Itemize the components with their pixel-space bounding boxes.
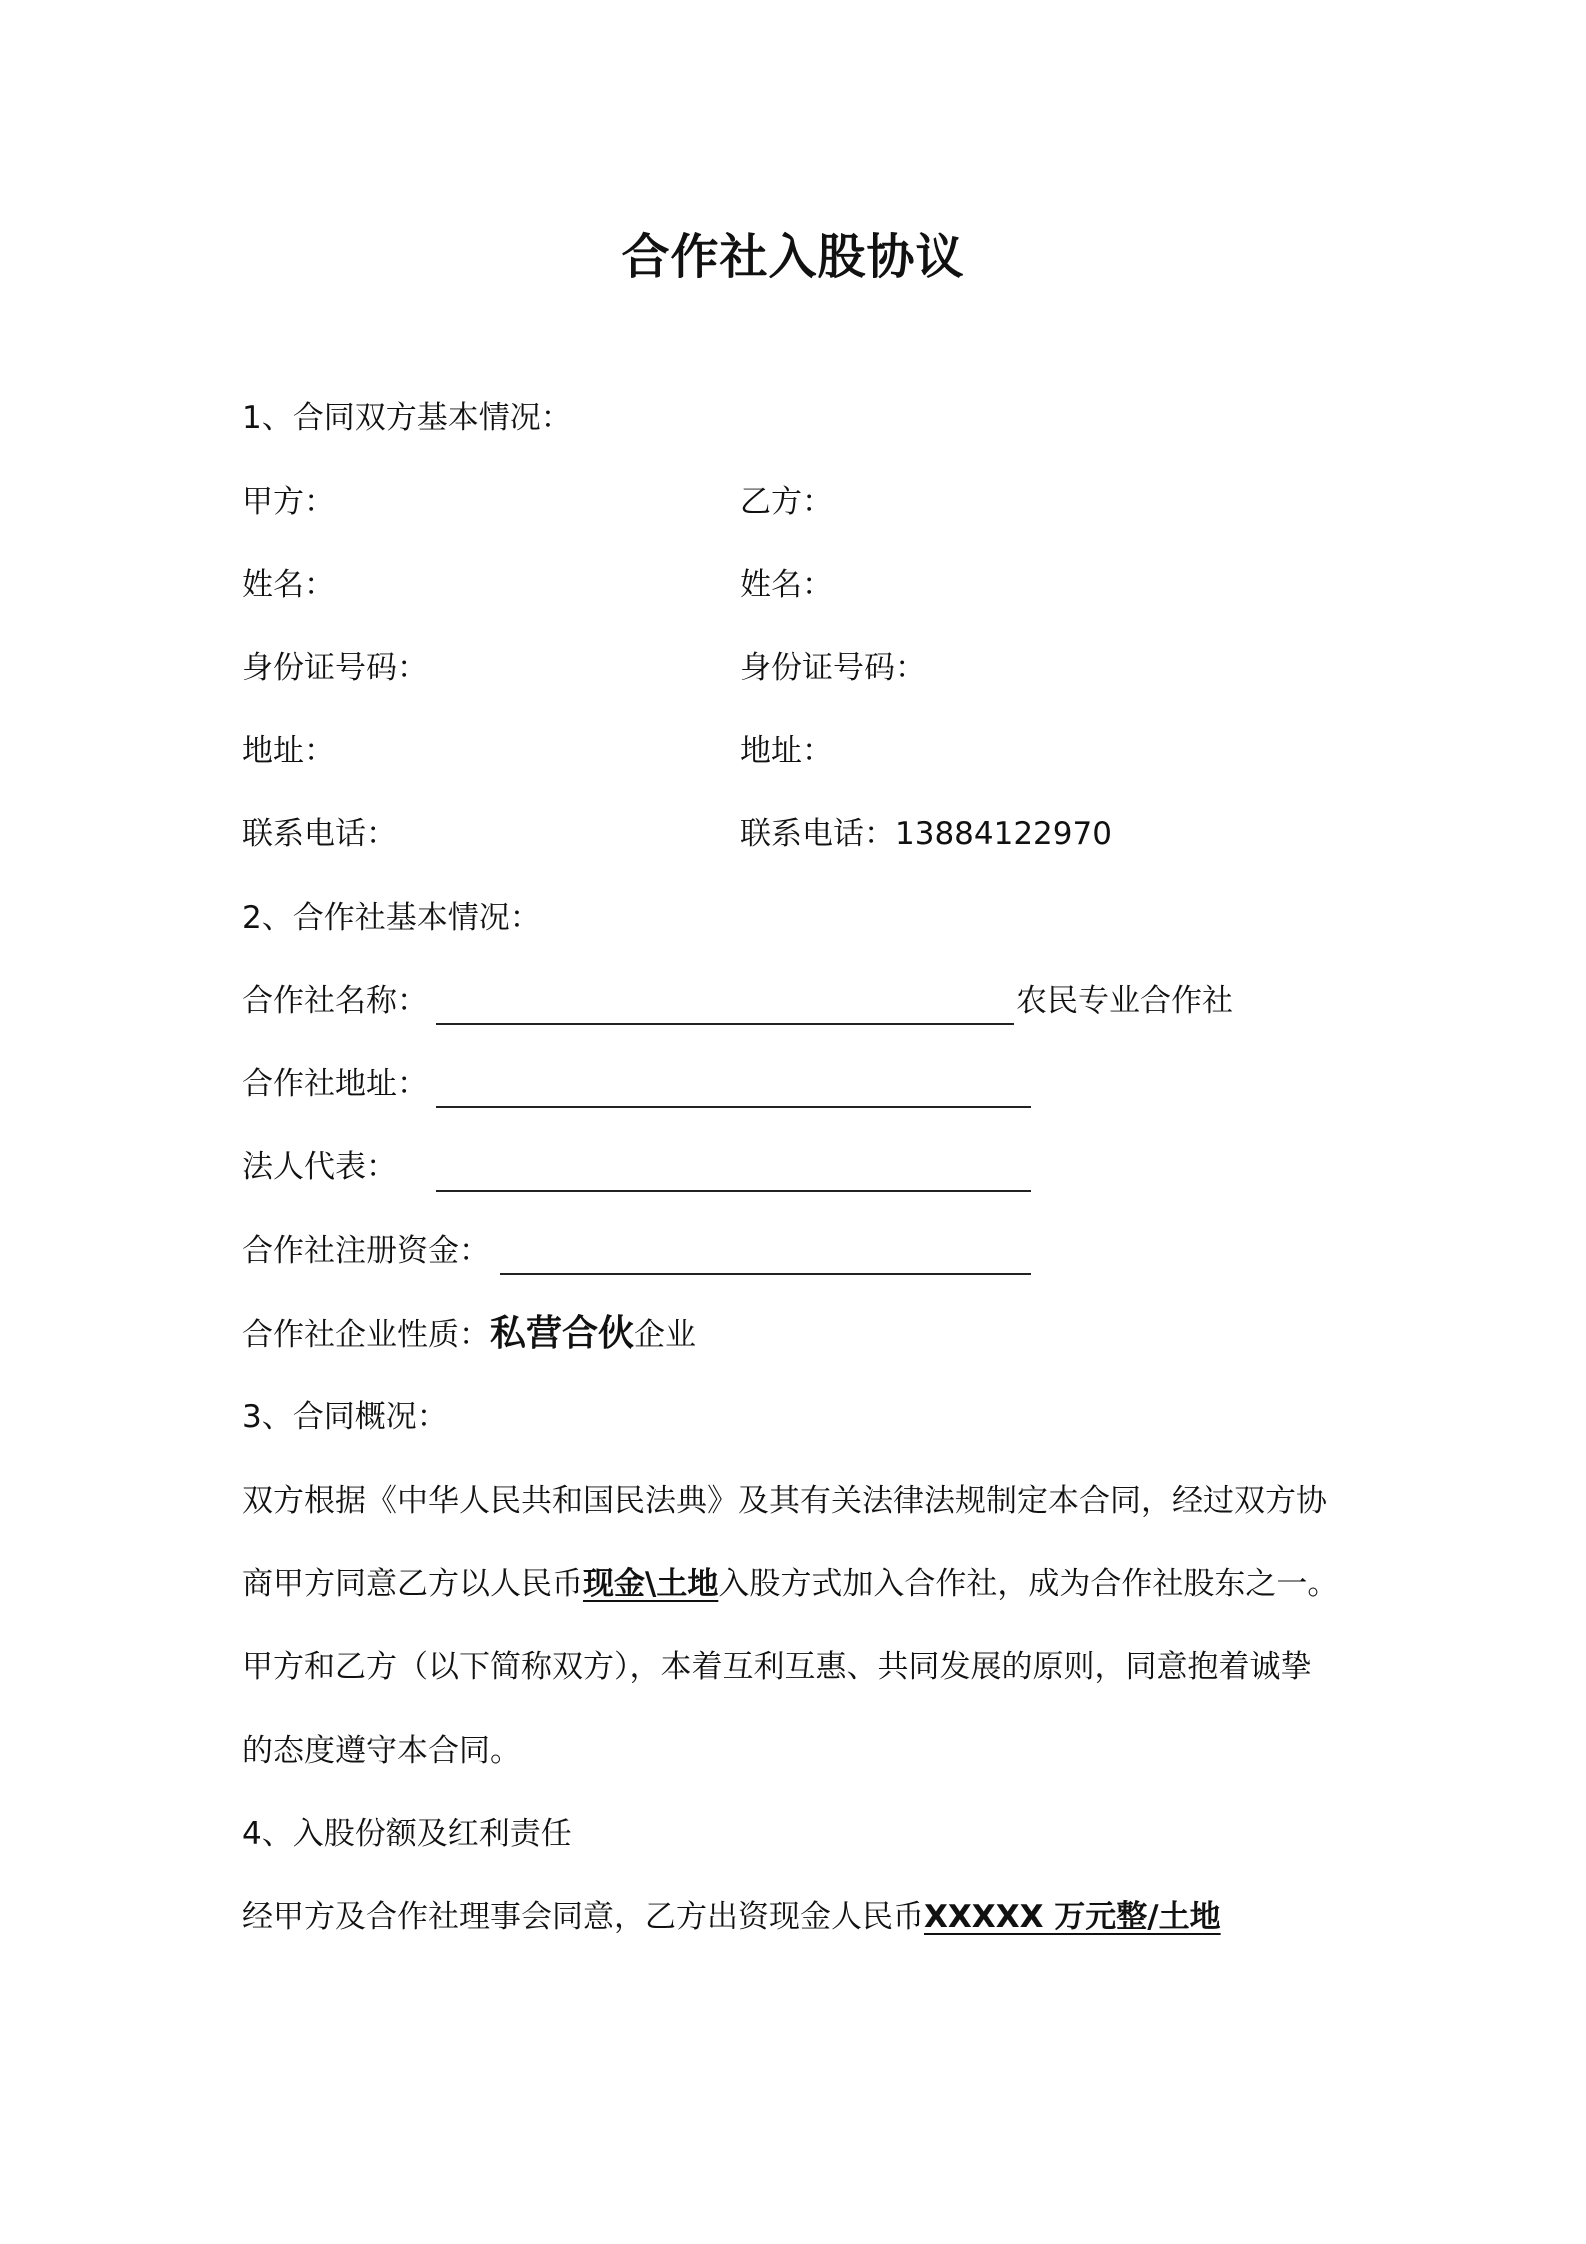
party-a-address-label: 地址：: [242, 733, 335, 769]
party-a-id-label: 身份证号码：: [242, 650, 428, 686]
coop-address-label: 合作社地址：: [242, 1066, 428, 1102]
party-b-name-label: 姓名：: [740, 567, 833, 603]
party-b-phone-value: 13884122970: [895, 816, 1112, 852]
section3-line2-post: 入股方式加入合作社，成为合作社股东之一。: [718, 1566, 1339, 1602]
party-a-name-label: 姓名：: [242, 567, 335, 603]
nature-row: [242, 1314, 696, 1355]
section3-heading: 3、合同概况：: [242, 1399, 448, 1435]
coop-name-suffix: 农民专业合作社: [1016, 983, 1233, 1019]
party-b-phone-label: 联系电话：: [740, 816, 895, 852]
section4-line1: [242, 1897, 1221, 1937]
capital-label: 合作社注册资金：: [242, 1233, 490, 1269]
investment-method: 现金\土地: [583, 1566, 719, 1602]
party-b-address-label: 地址：: [740, 733, 833, 769]
section3-line1: 双方根据《中华人民共和国民法典》及其有关法律法规制定本合同，经过双方协: [242, 1483, 1327, 1519]
section4-heading: 4、入股份额及红利责任: [242, 1816, 572, 1852]
legal-rep-blank: [436, 1190, 1031, 1192]
nature-value: 私营合伙: [490, 1313, 635, 1354]
nature-label: 合作社企业性质：: [242, 1317, 490, 1353]
nature-suffix: 企业: [634, 1317, 697, 1353]
section3-line2-pre: 商甲方同意乙方以人民币: [242, 1566, 583, 1602]
party-b-label: 乙方：: [740, 484, 833, 520]
party-b-phone-row: [740, 814, 1112, 854]
party-a-label: 甲方：: [242, 484, 335, 520]
capital-blank: [500, 1273, 1031, 1275]
section3-line3: 甲方和乙方（以下简称双方），本着互利互惠、共同发展的原则，同意抱着诚挚: [242, 1649, 1312, 1685]
document-title: 合作社入股协议: [621, 229, 965, 285]
legal-rep-label: 法人代表：: [242, 1149, 397, 1185]
coop-name-blank: [436, 1023, 1014, 1025]
section3-line4: 的态度遵守本合同。: [242, 1733, 521, 1769]
party-b-id-label: 身份证号码：: [740, 650, 926, 686]
coop-address-blank: [436, 1106, 1031, 1108]
section1-heading: 1、合同双方基本情况：: [242, 400, 572, 436]
investment-amount: XXXXX 万元整/土地: [924, 1899, 1221, 1935]
coop-name-label: 合作社名称：: [242, 983, 428, 1019]
section4-line1-pre: 经甲方及合作社理事会同意，乙方出资现金人民币: [242, 1899, 924, 1935]
section3-line2: [242, 1564, 1338, 1604]
section2-heading: 2、合作社基本情况：: [242, 900, 541, 936]
party-a-phone-label: 联系电话：: [242, 816, 397, 852]
